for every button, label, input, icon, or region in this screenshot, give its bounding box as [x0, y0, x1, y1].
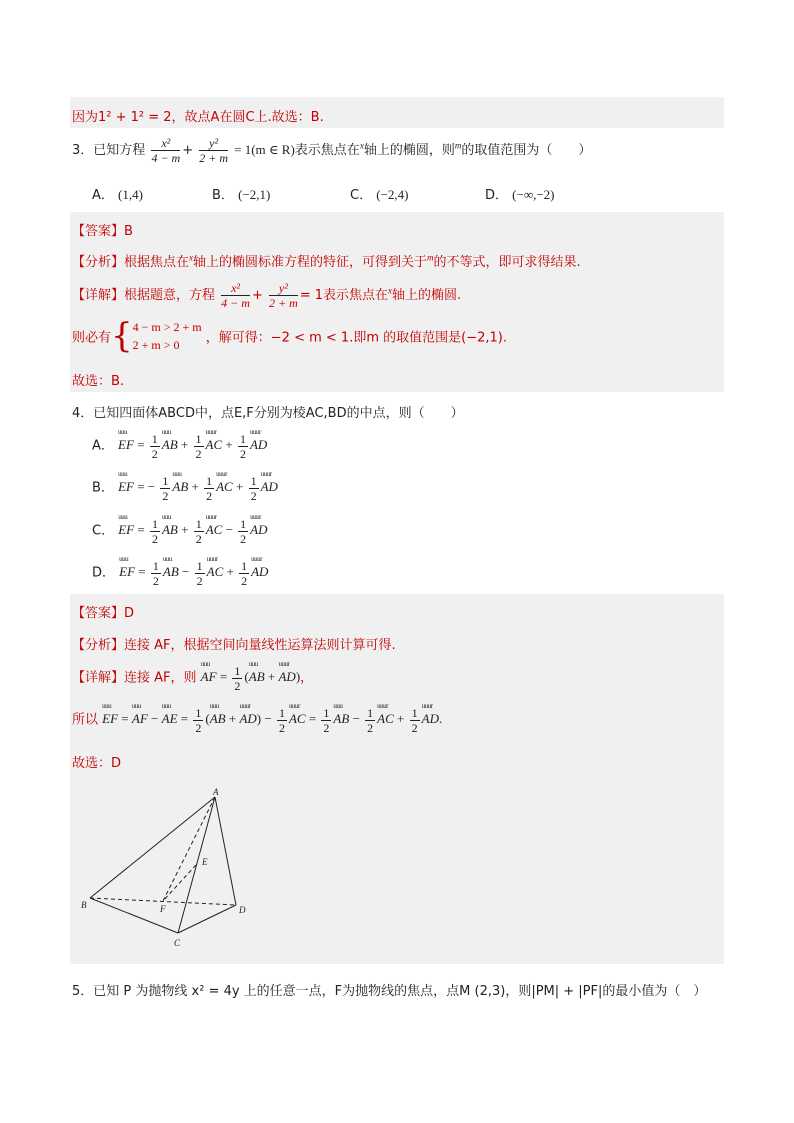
label-f: F	[160, 904, 166, 914]
q4-option-c[interactable]: C． uuu EF = $\frac{1}{2}$ uuu AB + $\frac{1}{2}$ uuur AC − $\frac{1}{2}$ uuur AD	[92, 517, 268, 546]
label-d: D	[239, 905, 246, 915]
label-b: B	[81, 900, 87, 910]
label-a: A	[213, 787, 219, 797]
q3-choose: 故选：B.	[72, 374, 125, 389]
q4-stem: 4．已知四面体ABCD中，点E,F分别为棱AC,BD的中点，则（ ）	[72, 406, 464, 421]
q3-option-b[interactable]: B． (−2,1)	[212, 187, 271, 203]
edge-ac	[178, 797, 215, 933]
edge-ab	[90, 797, 215, 898]
segment-ef-hidden	[163, 865, 196, 901]
segment-af-hidden	[163, 797, 215, 901]
q3-option-a[interactable]: A． (1,4)	[92, 187, 143, 203]
q4-choose: 故选：D	[72, 756, 122, 771]
q3-detail: 【详解】根据题意，方程 $\frac{\text{x²}}{4 - m}$ + $\frac{\text{y²}}{2 + m}$ = 1表示焦点在$^x$轴上的椭圆.	[72, 281, 462, 310]
tetrahedron-figure	[70, 785, 270, 955]
q4-derivation: 所以 uuu EF = uuu AF − uuu AE = $\frac{1}{2}$ (uuu AB + uuur AD) − $\frac{1}{2}$ uuur AC = $\frac{1}{2}$ uuu AB − $\frac{1}{2}$ uuur AC + $\frac{1}{2}$ uuur AD.	[72, 706, 442, 735]
q3-option-d[interactable]: D． (−∞,−2)	[485, 187, 555, 203]
q3-stem: 3．已知方程 $\frac{\text{x²}}{4 - m}$ + $\frac{\text{y²}}{2 + m}$ = 1(m ∈ R)表示焦点在$^x$轴上的椭圆，则$^m$的取值范围为（ ）	[72, 136, 592, 165]
label-c: C	[174, 938, 181, 948]
top-line: 因为1² + 1² = 2，故点A在圆C上.故选：B.	[72, 110, 324, 125]
q4-analysis: 【分析】连接 AF，根据空间向量线性运算法则计算可得.	[72, 638, 396, 653]
q5-stem: 5．已知 P 为抛物线 x² = 4y 上的任意一点，F为抛物线的焦点，点M (2,3)，则|PM| + |PF|的最小值为（ ）	[72, 984, 707, 999]
q4-option-d[interactable]: D． uuu EF = $\frac{1}{2}$ uuu AB − $\frac{1}{2}$ uuur AC + $\frac{1}{2}$ uuur AD	[92, 559, 268, 588]
q4-detail: 【详解】连接 AF，则 uuu AF = $\frac{1}{2}$ (uuu AB + uuur AD)，	[72, 664, 313, 693]
q4-answer: 【答案】D	[72, 606, 135, 621]
edge-cd	[178, 905, 236, 933]
q3-analysis: 【分析】根据焦点在$^x$轴上的椭圆标准方程的特征，可得到关于$^m$的不等式，即可求得结果.	[72, 252, 581, 270]
q4-option-a[interactable]: A． uuu EF = $\frac{1}{2}$ uuu AB + $\frac{1}{2}$ uuur AC + $\frac{1}{2}$ uuur AD	[92, 432, 267, 461]
q3-option-c[interactable]: C． (−2,4)	[350, 187, 409, 203]
q3-answer: 【答案】B	[72, 224, 133, 239]
q3-system: 则必有{ 4 − m > 2 + m 2 + m > 0 ，解可得：−2 < m < 1.即m 的取值范围是(−2,1).	[72, 316, 507, 356]
q4-option-b[interactable]: B． uuu EF = − $\frac{1}{2}$ uuu AB + $\frac{1}{2}$ uuur AC + $\frac{1}{2}$ uuur AD	[92, 474, 278, 503]
edge-ad	[215, 797, 236, 905]
label-e: E	[202, 857, 208, 867]
